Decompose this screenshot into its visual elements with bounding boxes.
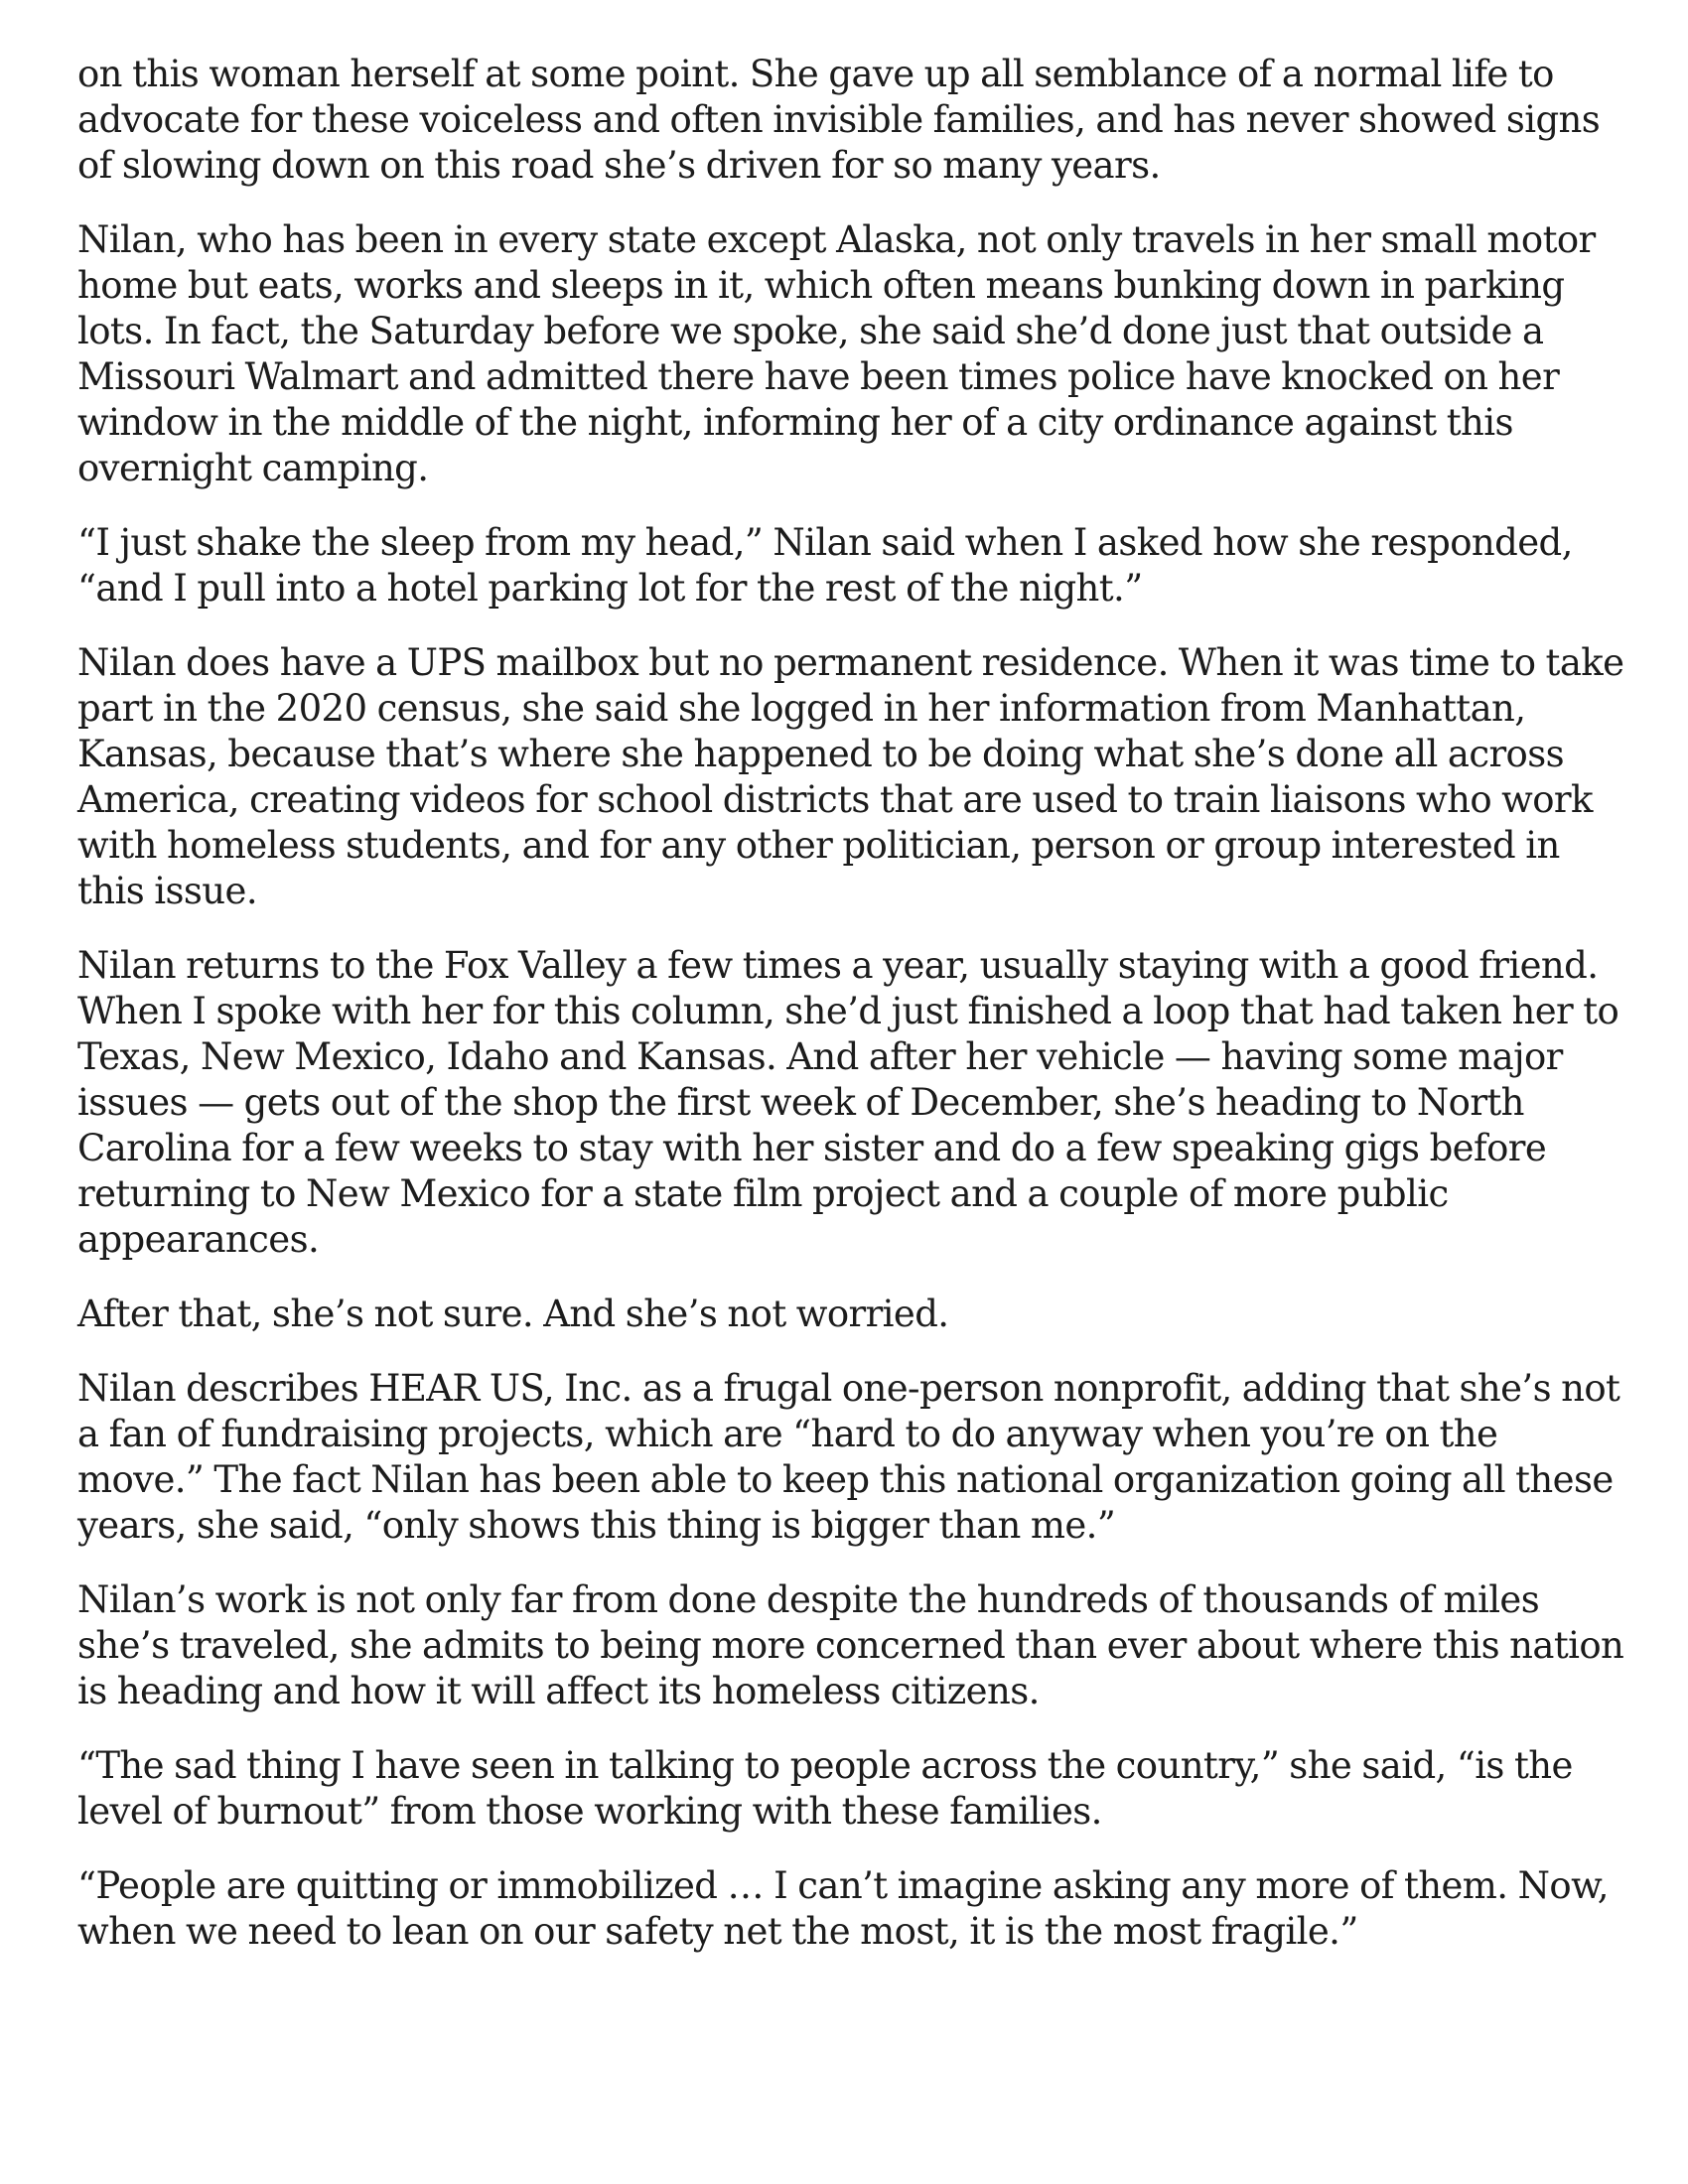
paragraph-5: Nilan returns to the Fox Valley a few times a year, usually staying with a good friend. When I spoke with her for this column, she’d just finished a loop that had taken her to Texas, New Mexico, Idaho and Kansas. And after her vehicle — having some major issues — gets out of the shop the first week of December, she’s heading to North Carolina for a few weeks to stay with her sister and do a few speaking gigs before returning to New Mexico for a state film project and a couple of more public appearances.: [77, 944, 1619, 1261]
paragraph-7: Nilan describes HEAR US, Inc. as a frugal one-person nonprofit, adding that she’s not a fan of fundraising projects, which are “hard to do anyway when you’re on the move.” The fact Nilan has been able to keep this national organization going all these years, she said, “only shows this thing is bigger than me.”: [77, 1367, 1620, 1547]
paragraph-2: Nilan, who has been in every state except Alaska, not only travels in her small motor home but eats, works and sleeps in it, which often means bunking down in parking lots. In fact, the Saturday before we spoke, she said she’d done just that outside a Missouri Walmart and admitted there have been times police have knocked on her window in the middle of the night, informing her of a city ordinance against this overnight camping.: [77, 218, 1596, 489]
article-body: [77, 52, 1628, 1955]
paragraph-3: “I just shake the sleep from my head,” Nilan said when I asked how she responded, “and I pull into a hotel parking lot for the rest of the night.”: [77, 521, 1573, 610]
paragraph-6: After that, she’s not sure. And she’s not worried.: [77, 1293, 949, 1335]
paragraph-9: “The sad thing I have seen in talking to people across the country,” she said, “is the level of burnout” from those working with these families.: [77, 1744, 1573, 1833]
paragraph-4: Nilan does have a UPS mailbox but no permanent residence. When it was time to take part in the 2020 census, she said she logged in her information from Manhattan, Kansas, because that’s where she happened to be doing what she’s done all across America, creating videos for school districts that are used to train liaisons who work with homeless students, and for any other politician, person or group interested in this issue.: [77, 641, 1624, 912]
paragraph-1: on this woman herself at some point. She gave up all semblance of a normal life to advocate for these voiceless and often invisible families, and has never showed signs of slowing down on this road she’s driven for so many years.: [77, 53, 1601, 187]
paragraph-8: Nilan’s work is not only far from done despite the hundreds of thousands of miles she’s traveled, she admits to being more concerned than ever about where this nation is heading and how it will affect its homeless citizens.: [77, 1578, 1624, 1712]
paragraph-10: “People are quitting or immobilized … I can’t imagine asking any more of them. Now, when we need to lean on our safety net the most, it is the most fragile.”: [77, 1864, 1609, 1953]
